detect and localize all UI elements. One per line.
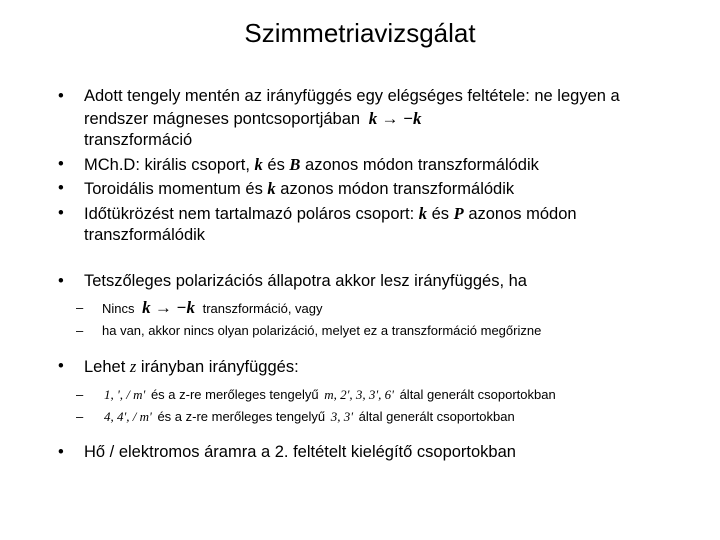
- formula-k-to-minus-k: k → −k: [368, 108, 422, 128]
- bullet-heat-current: [56, 442, 656, 464]
- formula-groups: 4, 4', / m': [104, 408, 152, 424]
- symbol-k: k: [418, 203, 427, 223]
- bullet-text: Időtükrözést nem tartalmazó poláros csoport:: [84, 204, 415, 223]
- sub-list: [84, 297, 656, 342]
- sub-text: és a z-re merőleges tengelyű: [150, 386, 319, 402]
- bullet-text: Hő / elektromos áramra a 2. feltételt kielégítő csoportokban: [84, 442, 516, 461]
- bullet-text: és: [267, 155, 285, 174]
- bullet-chiral-group: [56, 154, 656, 177]
- sub-item-no-preserved-polarization: [76, 320, 656, 342]
- bullet-text: és: [431, 204, 450, 223]
- bullet-toroidal-moment: [56, 178, 656, 201]
- sub-text: transzformáció, vagy: [202, 301, 323, 316]
- sub-list: [84, 384, 656, 428]
- sub-item-groups-2: [76, 406, 656, 428]
- bullet-text: Tetszőleges polarizációs állapotra akkor lesz irányfüggés, ha: [84, 271, 527, 290]
- bullet-arbitrary-polarization: [56, 271, 656, 343]
- bullet-list: [56, 86, 656, 465]
- symbol-z: z: [129, 357, 137, 376]
- bullet-text: MCh.D: királis csoport,: [84, 155, 250, 174]
- formula-k-to-minus-k: k → −k: [142, 298, 195, 317]
- sub-text: által generált csoportokban: [399, 386, 556, 402]
- bullet-text: Lehet: [84, 358, 126, 376]
- sub-item-groups-1: [76, 384, 656, 406]
- symbol-p: P: [453, 203, 464, 223]
- formula-axes: 3, 3': [330, 408, 353, 424]
- bullet-polar-group: [56, 203, 656, 247]
- bullet-text: azonos módon transzformálódik: [84, 204, 577, 244]
- symbol-b: B: [289, 154, 301, 174]
- sub-text: által generált csoportokban: [358, 408, 515, 424]
- formula-axes: m, 2', 3, 3', 6': [324, 386, 394, 402]
- bullet-text: irányban irányfüggés:: [140, 358, 299, 376]
- sub-text: ha van, akkor nincs olyan polarizáció, melyet ez a transzformáció megőrizne: [102, 323, 542, 338]
- formula-groups: 1, ', / m': [104, 386, 146, 402]
- bullet-text: Toroidális momentum és: [84, 180, 263, 198]
- slide-title: Szimmetriavizsgálat: [244, 18, 476, 48]
- sub-item-no-transformation: [76, 297, 656, 320]
- symbol-k: k: [254, 154, 263, 174]
- bullet-text-continuation: transzformáció: [84, 131, 193, 149]
- bullet-text: azonos módon transzformálódik: [280, 180, 515, 198]
- bullet-sufficient-condition: [56, 86, 656, 152]
- symbol-k: k: [267, 179, 276, 198]
- bullet-text: azonos módon transzformálódik: [305, 155, 539, 174]
- sub-text: Nincs: [102, 301, 135, 316]
- bullet-z-direction: [56, 356, 656, 428]
- sub-text: és a z-re merőleges tengelyű: [157, 408, 326, 424]
- bullet-text: Adott tengely mentén az irányfüggés egy elégséges feltétele: ne legyen a rendszer mágneses pontcsoportjában: [84, 87, 620, 128]
